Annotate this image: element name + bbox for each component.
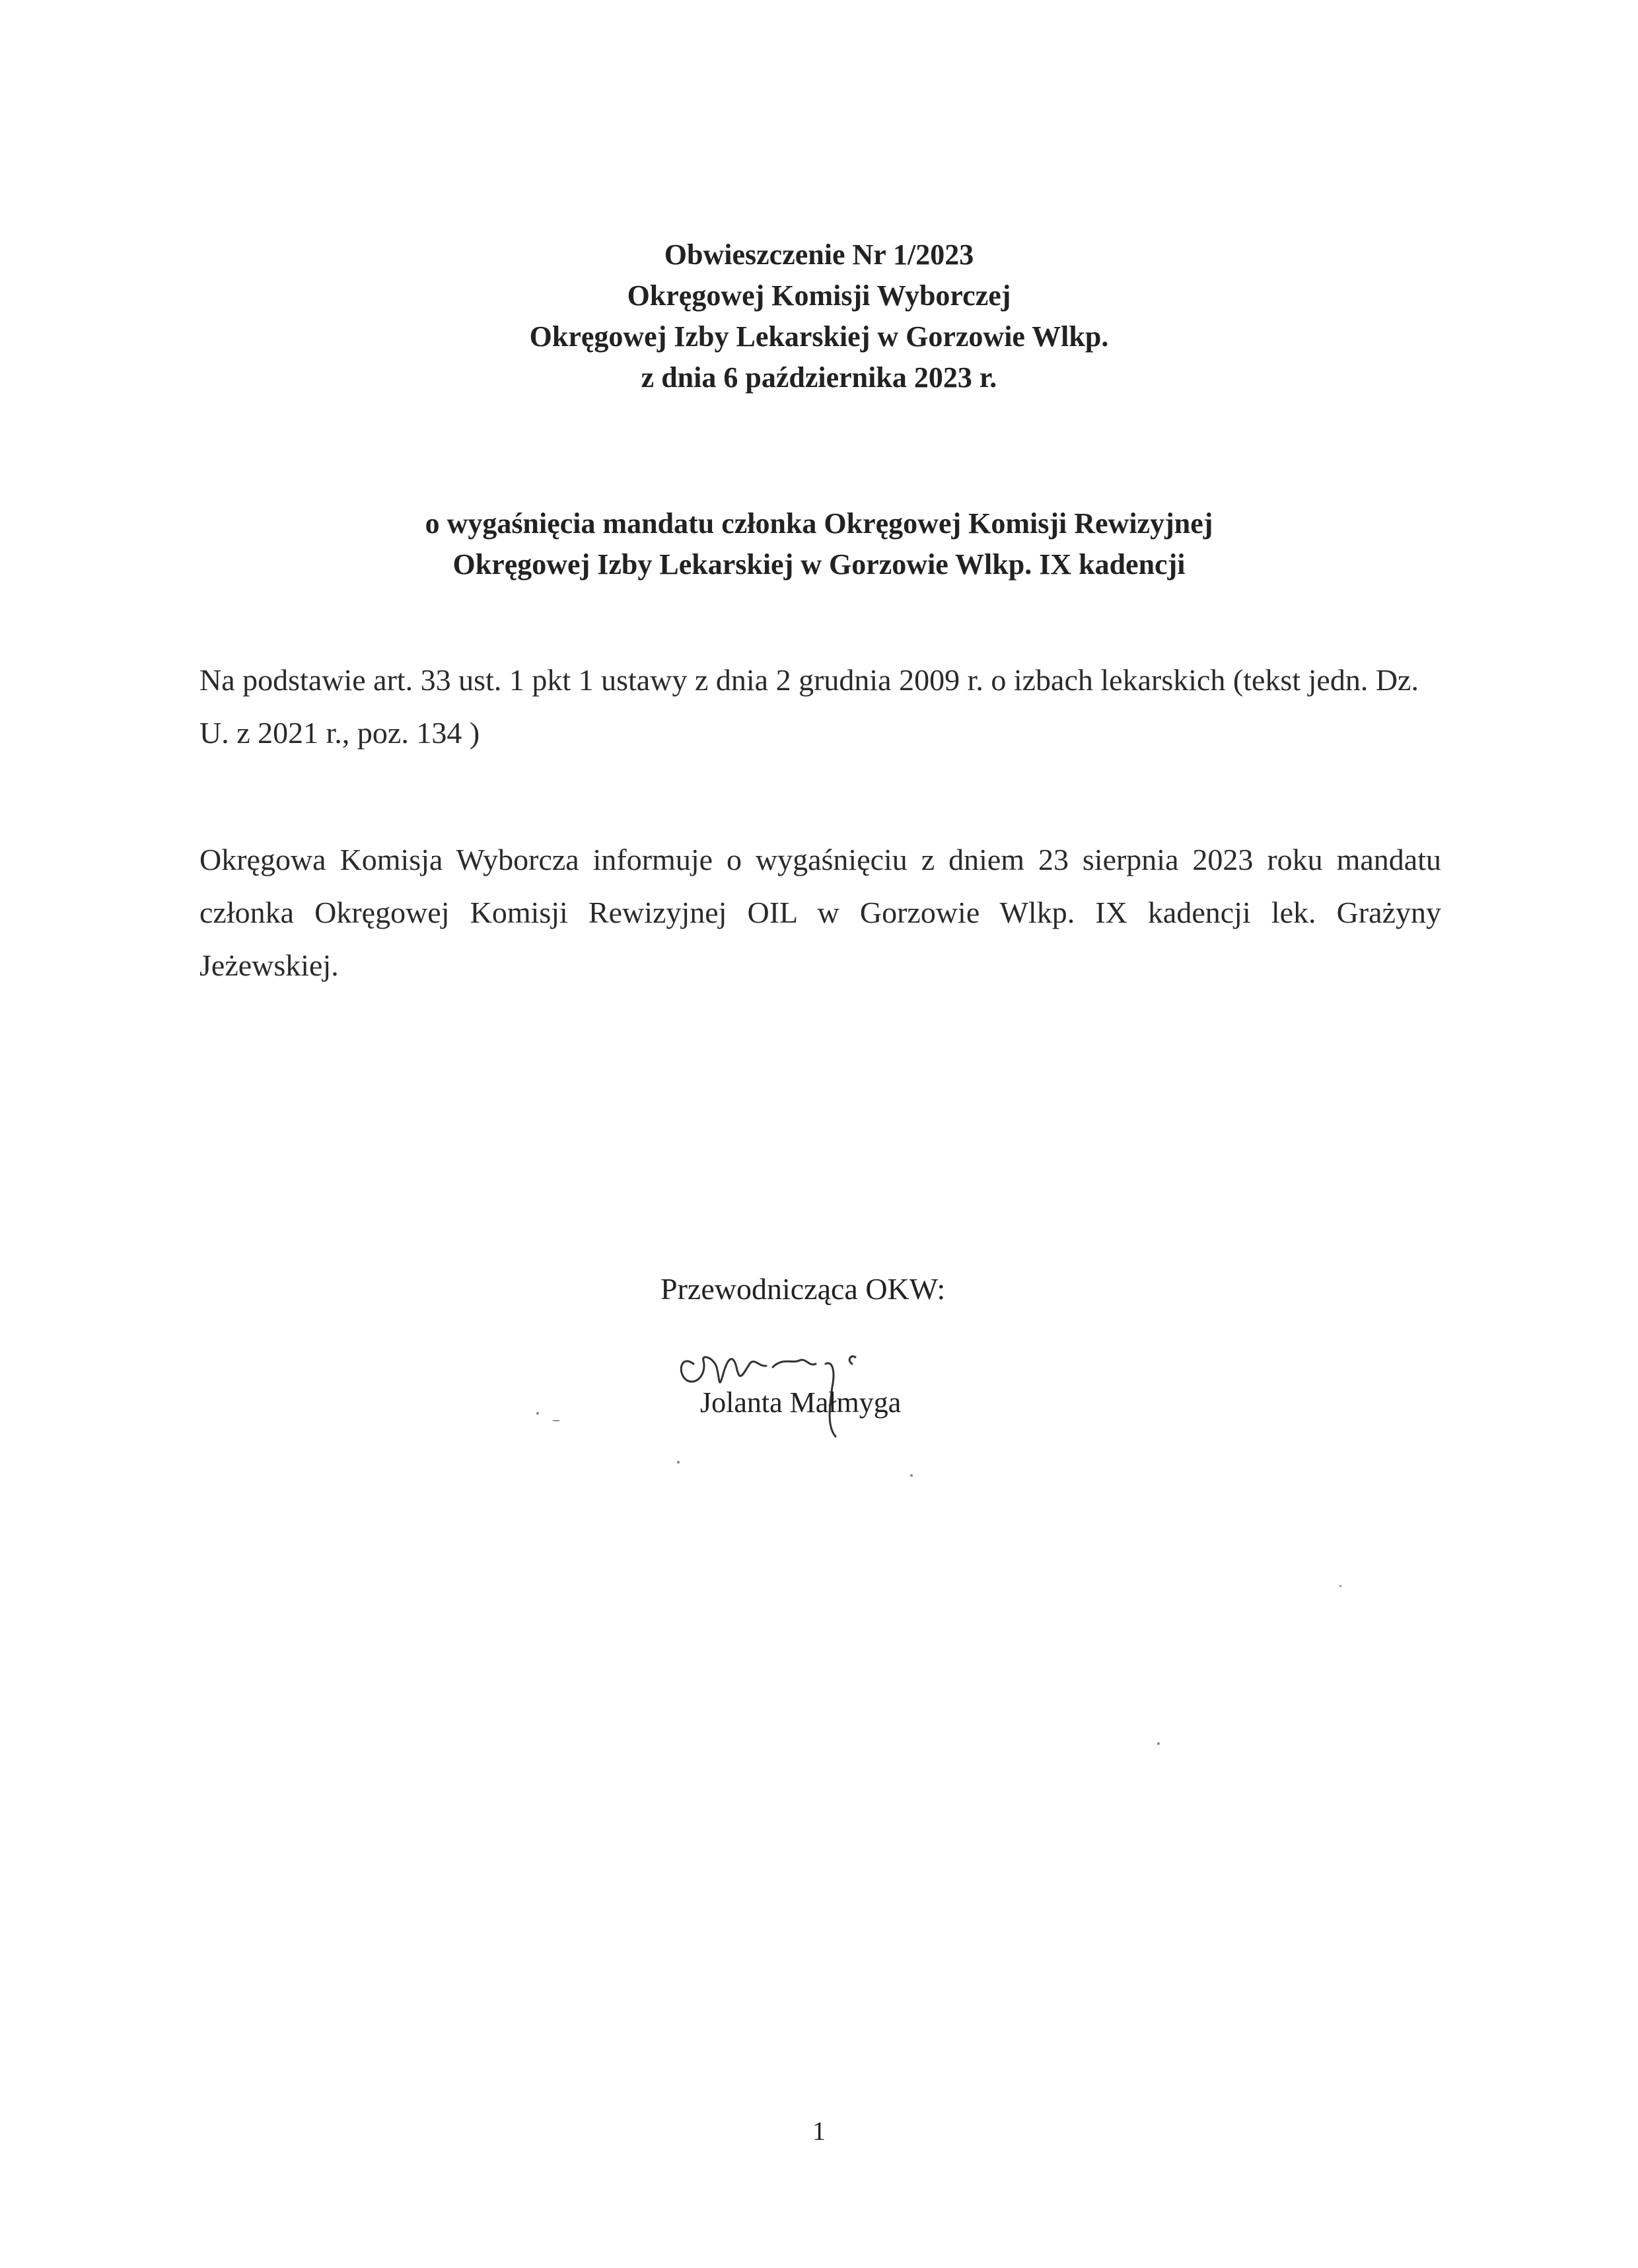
signature-title: Przewodnicząca OKW: xyxy=(660,1272,946,1306)
scan-speck xyxy=(910,1474,913,1477)
announcement-number: Obwieszczenie Nr 1/2023 xyxy=(664,238,974,271)
announcement-subject xyxy=(0,503,1638,585)
announcement-date: z dnia 6 października 2023 r. xyxy=(641,361,997,394)
announcement-header xyxy=(0,234,1638,398)
announcement-body-paragraph: Okręgowa Komisja Wyborcza informuje o wygaśnięciu z dniem 23 sierpnia 2023 roku mandatu członka Okręgowej Komisji Rewizyjnej OIL w Gorzowie Wlkp. IX kadencji lek. Grażyny Jeżewskiej. xyxy=(199,843,1441,982)
signatory-name: Jolanta Małmyga xyxy=(700,1386,902,1419)
subject-line-1: o wygaśnięcia mandatu członka Okręgowej Komisji Rewizyjnej xyxy=(425,507,1213,540)
scan-speck xyxy=(1157,1742,1160,1745)
issuing-chamber: Okręgowej Izby Lekarskiej w Gorzowie Wlkp. xyxy=(529,320,1109,353)
legal-basis-paragraph: Na podstawie art. 33 ust. 1 pkt 1 ustawy z dnia 2 grudnia 2009 r. o izbach lekarskich (tekst jedn. Dz. U. z 2021 r., poz. 134 ) xyxy=(199,663,1419,750)
issuing-body: Okręgowej Komisji Wyborczej xyxy=(627,279,1011,312)
scan-speck xyxy=(552,1420,560,1421)
scan-speck xyxy=(536,1412,539,1415)
subject-line-2: Okręgowej Izby Lekarskiej w Gorzowie Wlkp. IX kadencji xyxy=(452,548,1186,581)
scan-speck xyxy=(677,1461,680,1464)
page-number: 1 xyxy=(812,2116,826,2146)
scan-speck xyxy=(1339,1585,1341,1587)
